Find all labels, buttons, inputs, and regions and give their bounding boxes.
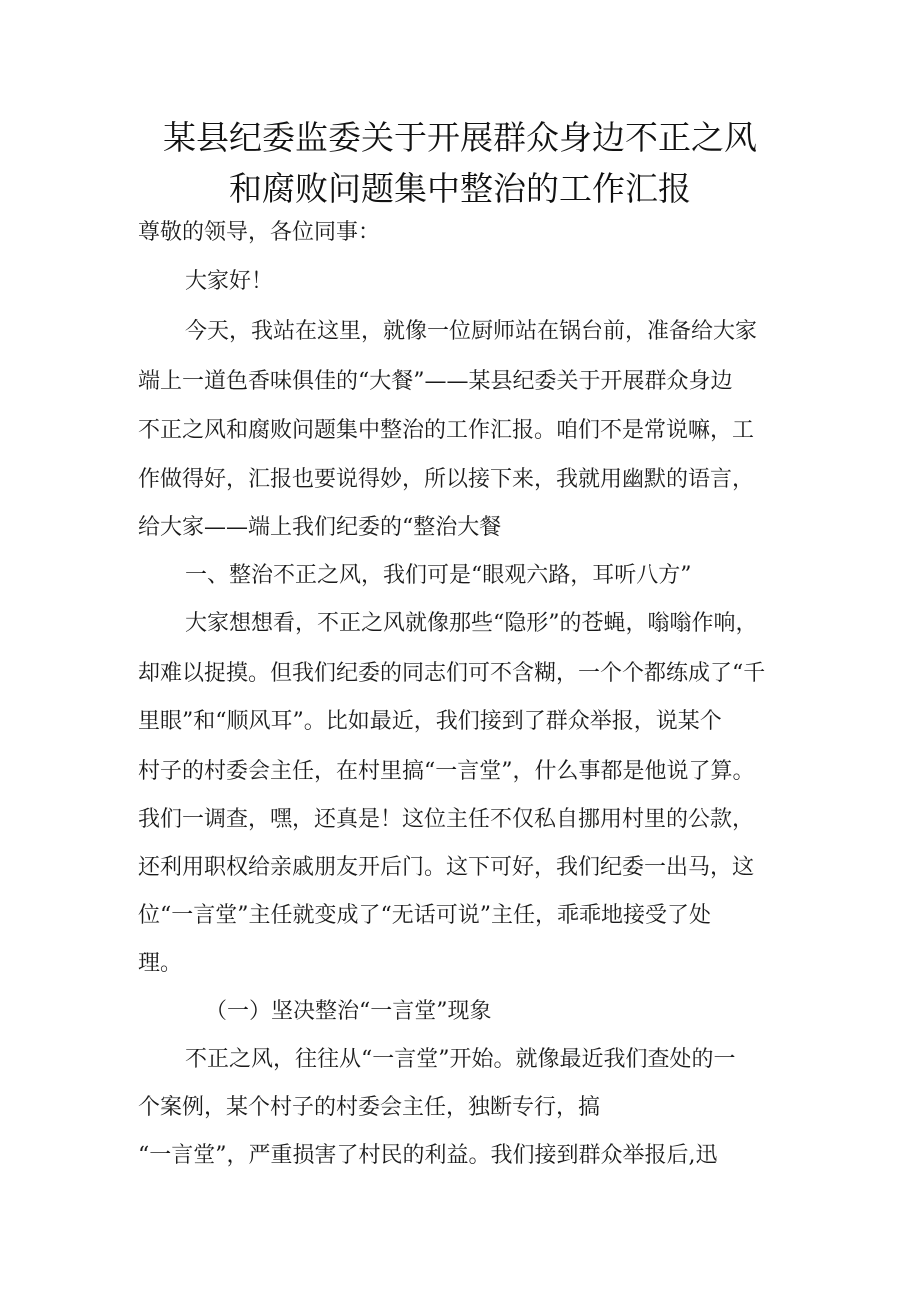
section-1-line: 还利用职权给亲戚朋友开后门。这下可好，我们纪委一出马，这 (138, 855, 755, 880)
section-1-line: 里眼”和“顺风耳”。比如最近，我们接到了群众举报，说某个 (138, 709, 722, 734)
intro-line: 给大家——端上我们纪委的“整治大餐 (138, 515, 502, 540)
section-1-line: 却难以捉摸。但我们纪委的同志们可不含糊，一个个都练成了“千 (138, 661, 766, 686)
intro-line: 不正之风和腐败问题集中整治的工作汇报。咱们不是常说嘛，工 (138, 418, 755, 443)
section-1-line: 我们一调查，嘿，还真是！这位主任不仅私自挪用村里的公款， (138, 807, 755, 832)
intro-line: 端上一道色香味俱佳的“大餐”——某县纪委关于开展群众身边 (138, 369, 733, 394)
greeting: 大家好！ (185, 269, 274, 294)
subsection-1-line: “一言堂”，严重损害了村民的利益。我们接到群众举报后,迅 (138, 1143, 718, 1168)
intro-line: 作做得好，汇报也要说得妙，所以接下来，我就用幽默的语言， (138, 467, 755, 492)
document-title-line-2: 和腐败问题集中整治的工作汇报 (229, 169, 691, 208)
section-1-line: 理。 (138, 951, 183, 976)
subsection-1-line: 不正之风，往往从“一言堂”开始。就像最近我们查处的一 (185, 1047, 736, 1072)
subsection-1-heading: （一）坚决整治“一言堂”现象 (205, 999, 492, 1024)
document-title-line-1: 某县纪委监委关于开展群众身边不正之风 (163, 118, 757, 157)
subsection-1-line: 个案例，某个村子的村委会主任，独断专行，搞 (138, 1095, 601, 1120)
section-1-line: 大家想想看，不正之风就像那些“隐形”的苍蝇，嗡嗡作响， (185, 611, 758, 636)
intro-line: 今天，我站在这里，就像一位厨师站在锅台前，准备给大家 (185, 319, 758, 344)
section-1-heading: 一、整治不正之风，我们可是“眼观六路，耳听八方” (185, 563, 692, 588)
salutation: 尊敬的领导，各位同事： (138, 220, 381, 245)
section-1-line: 村子的村委会主任，在村里搞“一言堂”，什么事都是他说了算。 (138, 759, 755, 784)
section-1-line: 位“一言堂”主任就变成了“无话可说”主任，乖乖地接受了处 (138, 903, 711, 928)
